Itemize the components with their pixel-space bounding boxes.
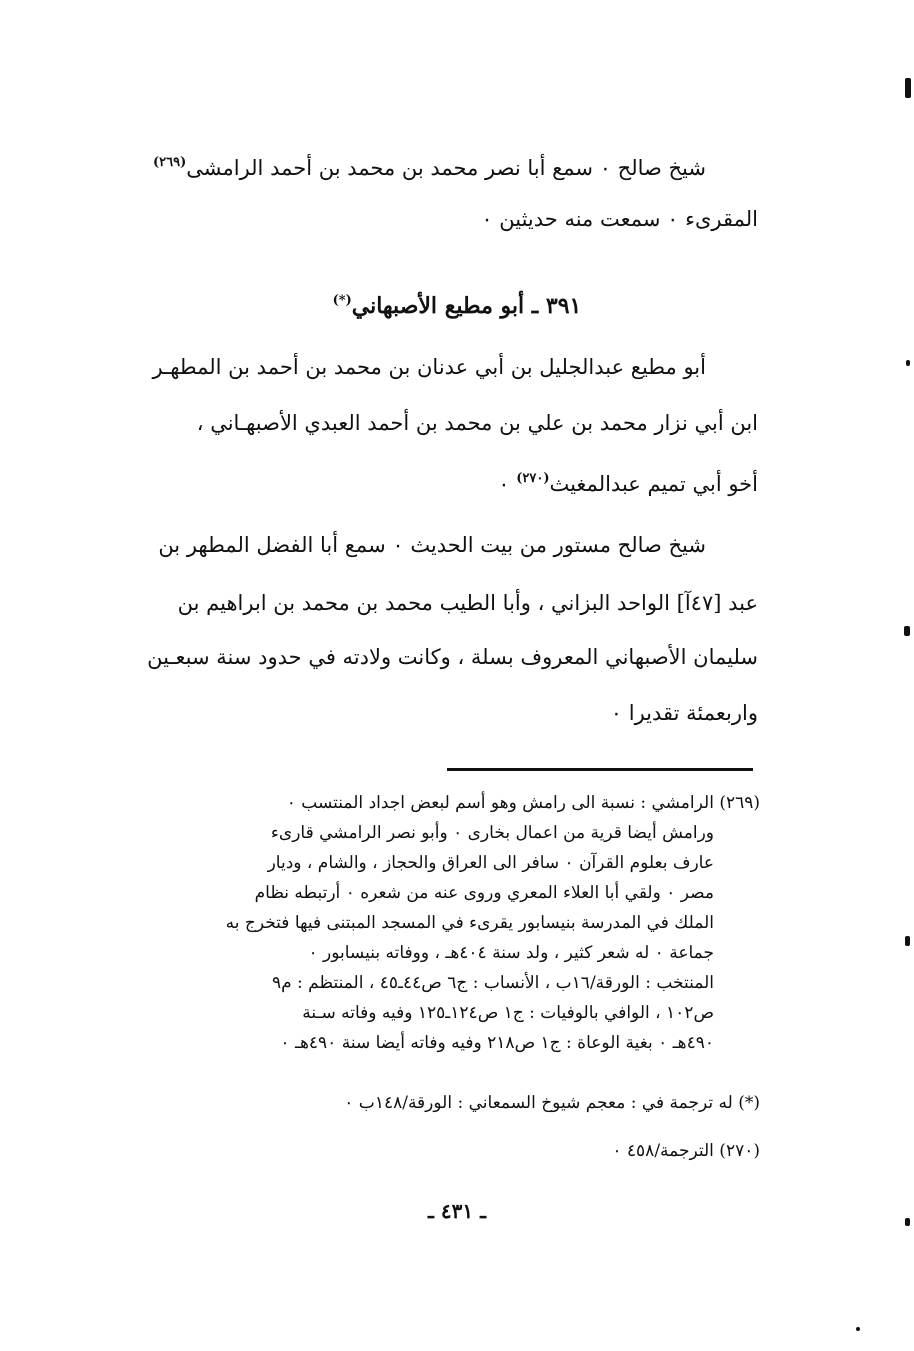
footnote-269-line-2-text: ورامش أيضا قرية من اعمال بخارى ۰ وأبو نصر الرامشي قارىء bbox=[270, 823, 714, 843]
top-line-2-text: المقریء ۰ سمعت منه حديثين ۰ bbox=[481, 207, 758, 231]
footnote-269-line-8 bbox=[302, 1000, 714, 1026]
scan-speck bbox=[904, 626, 910, 636]
footnote-separator bbox=[447, 768, 753, 771]
footnote-270-text: (٢٧٠) الترجمة/٤٥٨ ۰ bbox=[612, 1141, 760, 1161]
footnote-269-line-7 bbox=[272, 970, 714, 996]
paragraph-1-line-3-text: أخو أبي تميم عبدالمغيث bbox=[549, 472, 758, 496]
paragraph-2-line-4-text: واربعمئة تقديرا ۰ bbox=[610, 701, 758, 725]
top-line-1-text: شيخ صالح ۰ سمع أبا نصر محمد بن محمد بن أحمد الرامشی bbox=[186, 156, 706, 180]
footnote-269-line-1 bbox=[287, 790, 760, 816]
footnote-269-line-9 bbox=[280, 1030, 714, 1056]
footnote-269-line-4-text: مصر ۰ ولقي أبا العلاء المعري وروى عنه من شعره ۰ أرتبطه نظام bbox=[254, 883, 714, 903]
footnote-269-line-1-text: (٢٦٩) الرامشي : نسبة الى رامش وهو أسم لبعض اجداد المنتسب ۰ bbox=[286, 793, 760, 813]
footnote-269-line-9-text: ٤٩٠هـ ۰ بغية الوعاة : ج١ ص٢١٨ وفيه وفاته أيضا سنة ٤٩٠هـ ۰ bbox=[280, 1033, 714, 1053]
footnote-269-line-7-text: المنتخب : الورقة/١٦ب ، الأنساب : ج٦ ص٤٤ـ٤٥ ، المنتظم : م٩ bbox=[271, 973, 714, 993]
scan-speck bbox=[905, 78, 911, 98]
paragraph-1-line-2 bbox=[197, 408, 758, 438]
footnote-269-line-2 bbox=[271, 820, 714, 846]
top-text-line-1 bbox=[153, 148, 706, 183]
footnote-269-line-3 bbox=[268, 850, 714, 876]
footnote-ref-star: (*) bbox=[332, 293, 352, 308]
scan-speck bbox=[905, 1218, 910, 1226]
footnote-269-line-5 bbox=[226, 910, 714, 936]
footnote-269-line-6-text: جماعة ۰ له شعر كثير ، ولد سنة ٤٠٤هـ ، ووفاته بنيسابور ۰ bbox=[308, 943, 714, 963]
paragraph-2-line-1 bbox=[158, 530, 706, 560]
footnote-star-text: (*) له ترجمة في : معجم شيوخ السمعاني : الورقة/١٤٨ب ۰ bbox=[344, 1093, 760, 1113]
scan-speck bbox=[856, 1327, 860, 1331]
page-number: ـ ٤٣١ ـ bbox=[428, 1199, 486, 1223]
footnote-269-line-8-text: ص١٠٢ ، الوافي بالوفيات : ج١ ص١٢٤ـ١٢٥ وفيه وفاته سـنة bbox=[302, 1003, 714, 1023]
footnote-269-line-3-text: عارف بعلوم القرآن ۰ سافر الى العراق والحجاز ، والشام ، وديار bbox=[267, 853, 714, 873]
entry-heading bbox=[0, 286, 914, 321]
paragraph-1-line-2-text: ابن أبي نزار محمد بن علي بن محمد بن أحمد العبدي الأصبهـاني ، bbox=[196, 411, 758, 435]
paragraph-1-line-3 bbox=[498, 464, 758, 499]
top-text-line-2 bbox=[481, 204, 758, 234]
paragraph-2-line-3-text: سليمان الأصبهاني المعروف بسلة ، وكانت ولادته في حدود سنة سبعـين bbox=[147, 645, 758, 669]
paragraph-1-line-1-text: أبو مطيع عبدالجليل بن أبي عدنان بن محمد بن أحمد بن المطهـر bbox=[152, 355, 706, 379]
footnote-269-line-4 bbox=[255, 880, 714, 906]
paragraph-2-line-2 bbox=[178, 588, 758, 618]
paragraph-2-line-3 bbox=[147, 642, 758, 672]
footnote-269-line-5-text: الملك في المدرسة بنيسابور يقرىء في المسجد المبتنى فيها فتخرج به bbox=[225, 913, 714, 933]
paragraph-2-line-4 bbox=[611, 698, 758, 728]
footnote-star bbox=[344, 1090, 760, 1116]
entry-heading-text: ٣٩١ ـ أبو مطيع الأصبهاني bbox=[351, 293, 582, 319]
paragraph-2-line-1-text: شيخ صالح مستور من بيت الحديث ۰ سمع أبا الفضل المطهر بن bbox=[158, 533, 706, 557]
footnote-270 bbox=[612, 1138, 760, 1164]
footnote-269-line-6 bbox=[308, 940, 714, 966]
scan-speck bbox=[906, 360, 910, 366]
footnote-ref-269: (٢٦٩) bbox=[152, 155, 187, 170]
scan-speck bbox=[905, 936, 910, 946]
paragraph-2-line-2-text: عبد [٤٧آ] الواحد البزاني ، وأبا الطيب محمد بن محمد بن ابراهيم بن bbox=[177, 591, 758, 615]
footnote-ref-270: (٢٧٠) bbox=[516, 471, 550, 486]
paragraph-1-end-mark: ۰ bbox=[498, 472, 510, 496]
paragraph-1-line-1 bbox=[152, 352, 706, 382]
